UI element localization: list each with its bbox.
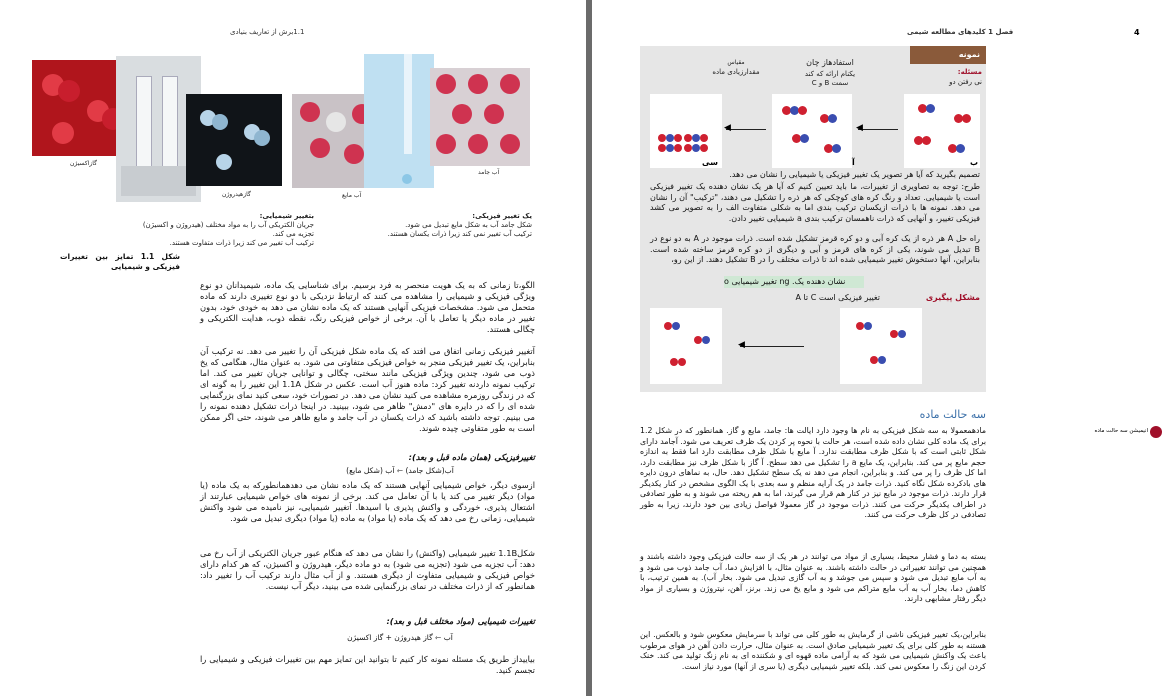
equation-2-title: تغییرات شیمیایی (مواد مختلف قبل و بعد): [386, 616, 535, 626]
paragraph-4: شکل1.1B تغییر شیمیایی (واکنش) را نشان می دهد که هنگام عبور جریان الکتریکی از آب رخ می دهد: آب تجزیه می شود (تجزیه می شود) به دو ماده دیگر، هیدروژن و اکسیژن، که هر کدام دارای خواص فیزیکی و شیمیایی متفاوت از دیگری هستند. و از آب مثال دارند ترکیب آب را تغییر داد: همانطور که از ذرات مختلف در نمای بزرگنمایی شده می بینید، دیگر آب نیست. [200, 548, 535, 591]
scale-title: مقیاس [727, 59, 745, 66]
diagram-label-c: سی [702, 158, 718, 167]
caption-water: آب مایع [342, 192, 362, 199]
ice-lattice-photo [430, 68, 530, 166]
chemical-change-caption [134, 212, 314, 248]
follow-up-diagram-right [840, 308, 922, 384]
animation-side-tab-label: انیمیشن سه حالت ماده [1094, 428, 1148, 434]
page-header: 1.1برش از تعاریف بنیادی [230, 28, 305, 36]
equation-1: آب(شکل جامد) ⇽ آب (شکل مایع) [346, 466, 454, 475]
animation-side-tab[interactable] [1092, 426, 1164, 440]
chemical-change-line-1: جریان الکتریکی آب را به مواد مختلف (هیدروژن و اکسیژن) تجزیه می کند. [142, 221, 314, 238]
arrow-head-left-icon: ◀ [724, 123, 731, 133]
paragraph-1: الگو،تا زمانی که به یک هویت منحصر به فرد برسیم. برای شناسایی یک ماده، شیمیدانان دو نوع ویژگی فیزیکی و شیمیایی را مشاهده می کنند که ارتباط نزدیکی با دو نوع تغییری دارند که ماده متحمل می شود. مشخصات فیزیکی آنهایی هستند که یک ماده نشان می دهد به خودی خود، بدون تغییر در ماده دیگر یا تعامل با آن. برخی از خواص فیزیکی رنگ، نقطه ذوب، هدایت الکتریکی و چگالی هستند. [200, 280, 535, 334]
equation-1-title: تغییرفیزیکی (همان ماده قبل و بعد): [408, 452, 535, 462]
problem-label: مسئله: [957, 68, 982, 76]
arrow-head-left-icon: ◀ [856, 123, 863, 133]
section-paragraph-1: مادهمعمولا به سه شکل فیزیکی به نام ها وجود دارد ایالت ها: جامد، مایع و گاز. همانطور که در شکل 1.2 برای یک ماده کلی نشان داده شده است، هر حالت با نحوه پر کردن یک ظرف تعریف می شود. آجامد دارای شکل ثابتی است که با شکل ظرف مطابقت ندارد. آ مایع با شکل ظرف مطابقت دارد اما فقط به اندازه حجم مایع پر می کند. بنابراین، یک مایع a را تشکیل می دهد سطح. آ گاز با شکل ظرف نیز مطابقت دارد، اما کل ظرف را پر می کند. و بنابراین، انجام می دهد نه یک سطح تشکیل دهد. حال، به نماهای درون دایره های بادکرده شکل نگاه کنید. ذرات جامد در یک آرایه منظم و سه بعدی با یک الگوی مشخص در کنار یکدیگر قرار دارند. ذرات موجود در مایع نیز در کنار هم قرار می گیرند، اما به هم ریخته می شوند و به طور تصادفی در اطراف یکدیگر حرکت می کنند. ذرات موجود در گاز معمولا فواصل زیادی بین خود دارند، زیرا به طور تصادفی در کل ظرف حرکت می کنند. [640, 426, 986, 519]
right-page [592, 0, 1174, 696]
hydrogen-photo [186, 94, 282, 186]
solution-text: راه حل A هر ذره از یک کره آبی و دو کره قرمز تشکیل شده است. ذرات موجود در A به دو نوع در B تبدیل می شوند، یکی از کره های قرمز و آبی و دیگری از دو کره قرمز ساخته شده است. بنابراین، آنها دستخوش تغییر شیمیایی شده اند تا ذرات مختلف را در B تشکیل دهند. از این رو، [650, 234, 981, 264]
section-title-text: سه حالت ماده [919, 408, 986, 421]
chemical-change-title: بتغییر شیمیایی: [259, 212, 314, 220]
scale-line-1: مقدارزیادی ماده [712, 68, 760, 76]
follow-up-arrow [740, 346, 804, 347]
diagram-a [772, 94, 852, 168]
caption-hydrogen: گازهیدروژن [222, 191, 251, 198]
left-page [0, 0, 586, 696]
follow-up-diagram-left [650, 308, 722, 384]
problem-text: تصمیم بگیرید که آیا هر تصویر یک تغییر فیزیکی یا شیمیایی را نشان می دهد. [729, 170, 980, 179]
plan-line-1: یکنام ارائه که کند [804, 70, 856, 78]
plan-text: طرح: توجه به تصاویری از تغییرات، ما باید تعیین کنیم که آیا هر یک نشان دهنده یک تغییر فیزیکی است یا شیمیایی. تعداد و رنگ کره های کوچکی که هر ذره را تشکیل می دهند، "ترکیب" آن را نشان می دهد. نمونه ها با ذرات ازیکسان ترکیب بندی اما به شکلی متفاوت الف را به تصویر می کشد فیزیکی تغییر، و آنهایی که ذرات ناهمسان ترکیب بندی a شیمیایی تغییر دادن. [650, 182, 980, 223]
physical-change-line-1: شکل جامد آب به شکل مایع تبدیل می شود. [405, 221, 532, 229]
paragraph-2: آتغییر فیزیکی زمانی اتفاق می افتد که یک ماده شکل فیزیکی آن را تغییر می دهد. نه ترکیب آن بنابراین، یک تغییر فیزیکی منجر به خواص فیزیکی متفاوتی می شود. به عنوان مثال، هنگامی که یخ ذوب می شود، چندین ویژگی فیزیکی مانند سختی، چگالی و توانایی جریان تغییر می کند. اما ترکیب نمونه داردنه تغییر کرد: ماده هنوز آب است. عکس در شکل 1.1A این تغییر را به گونه ای که در زندگی روزمره مشاهده می کنید نشان می دهد. در تصورات خود، سعی کنید نمای بزرگنمایی شده ای را که در دایره های "دمش" ظاهر می شود، ببینید. در اینجا ذرات تشکیل دهنده نمونه را می بینیم. توجه داشته باشید که ذرات یکسان در آب جامد و مایع ظاهر می شوند، حتی اگر ممکن است به طور متفاوتی چیده شوند. [200, 346, 535, 433]
arrow-head-left-icon: ◀ [738, 340, 745, 350]
animation-icon [1150, 426, 1162, 438]
ice-photo [364, 54, 434, 188]
plan-line-2: سمت B و C [811, 79, 849, 87]
physical-change-line-2: ترکیب آب تغییر نمی کند زیرا ذرات یکسان هستند. [387, 230, 532, 238]
arrow-to-c [726, 129, 766, 130]
diagram-label-a: آ [852, 158, 855, 167]
diagram-label-b: ب [970, 158, 979, 167]
diagram-b [904, 94, 980, 168]
chemical-change-line-2: ترکیب آب تغییر می کند زیرا ذرات متفاوت هستند. [169, 239, 314, 247]
problem-sub: نی رفتن دو [949, 78, 982, 86]
solution-c: تغییر فیزیکی است C تا A [795, 293, 880, 302]
caption-ice: آب جامد [478, 169, 500, 176]
paragraph-3: ازسوی دیگر، خواص شیمیایی آنهایی هستند که یک ماده نشان می دهدهمانطورکه به یک ماده (یا مواد) دیگر تغییر می کند یا با آن تعامل می کند. برخی از نمونه های خواص شیمیایی عبارتند از اشتعال پذیری، خوردگی و واکنش پذیری با اسیدها. آتغییر شیمیایی، نیز نامیده می شود واکنش شیمیایی، زمانی رخ می دهد که یک ماده (یا مواد) به ماده (یا مواد) دیگری تبدیل می شود. [200, 480, 535, 523]
plan-title: استفادهاز چان [806, 58, 854, 67]
equation-2: آب ⇽ گاز هیدروژن + گاز اکسیژن [347, 633, 453, 642]
physical-change-title: یک تغییر فیزیکی: [472, 212, 532, 220]
page-number: 4 [1134, 28, 1140, 37]
section-paragraph-3: بنابراین،یک تغییر فیزیکی ناشی از گرمایش به طور کلی می تواند با سرمایش معکوس شود و بالعکس. این هستنه به طور کلی برای یک تغییر شیمیایی صادق است. به عنوان مثال، حرارت دادن آهن در هوای مرطوب باعث یک واکنش شیمیایی می شود که به آرامی ماده قهوه ای و شکننده ای به نام زنگ تولید می کند. خنک کردن این زنگ را معکوس نمی کند. بلکه تغییر شیمیایی دیگری (یا سری از آنها) مورد نیاز است. [640, 630, 986, 671]
section-paragraph-2: بسته به دما و فشار محیط، بسیاری از مواد می توانند در هر یک از سه حالت فیزیکی وجود داشته باشند و همچنین می توانند تغییراتی در حالت داشته باشند. به عنوان مثال، با افزایش دما، آب جامد ذوب می شود و به آب مایع تبدیل می شود و سپس می جوشد و به آب گازی تبدیل می شود. بخار آب). به همین ترتیب، با کاهش دما، بخار آب به آب مایع متراکم می شود و مایع یخ می زند. برنز، آهن، نیتروژن و بسیاری از مواد دیگر رفتار مشابهی دارند. [640, 552, 986, 603]
sample-problem-panel [640, 46, 986, 392]
figure-label: شکل 1.1 تمایز بین تغییرات فیزیکی و شیمیایی [60, 252, 180, 271]
section-title [802, 408, 986, 421]
paragraph-5: بیاییداز طریق یک مسئله نمونه کار کنیم تا بتوانید این تمایز مهم بین تغییرات فیزیکی و شیمیایی را تجسم کنید. [200, 654, 535, 675]
solution-answer: o تغییر شیمیایی ng .نشان دهنده یک [724, 276, 864, 288]
diagram-c [650, 94, 722, 168]
follow-up-label: مشکل پیگیری [925, 293, 980, 302]
physical-change-caption [372, 212, 532, 239]
page-header: فصل 1 کلیدهای مطالعه شیمی [907, 28, 1014, 36]
caption-oxygen: گازاکسیژن [70, 160, 97, 167]
sample-tab: نمونه [910, 46, 986, 64]
arrow-to-a [858, 129, 898, 130]
